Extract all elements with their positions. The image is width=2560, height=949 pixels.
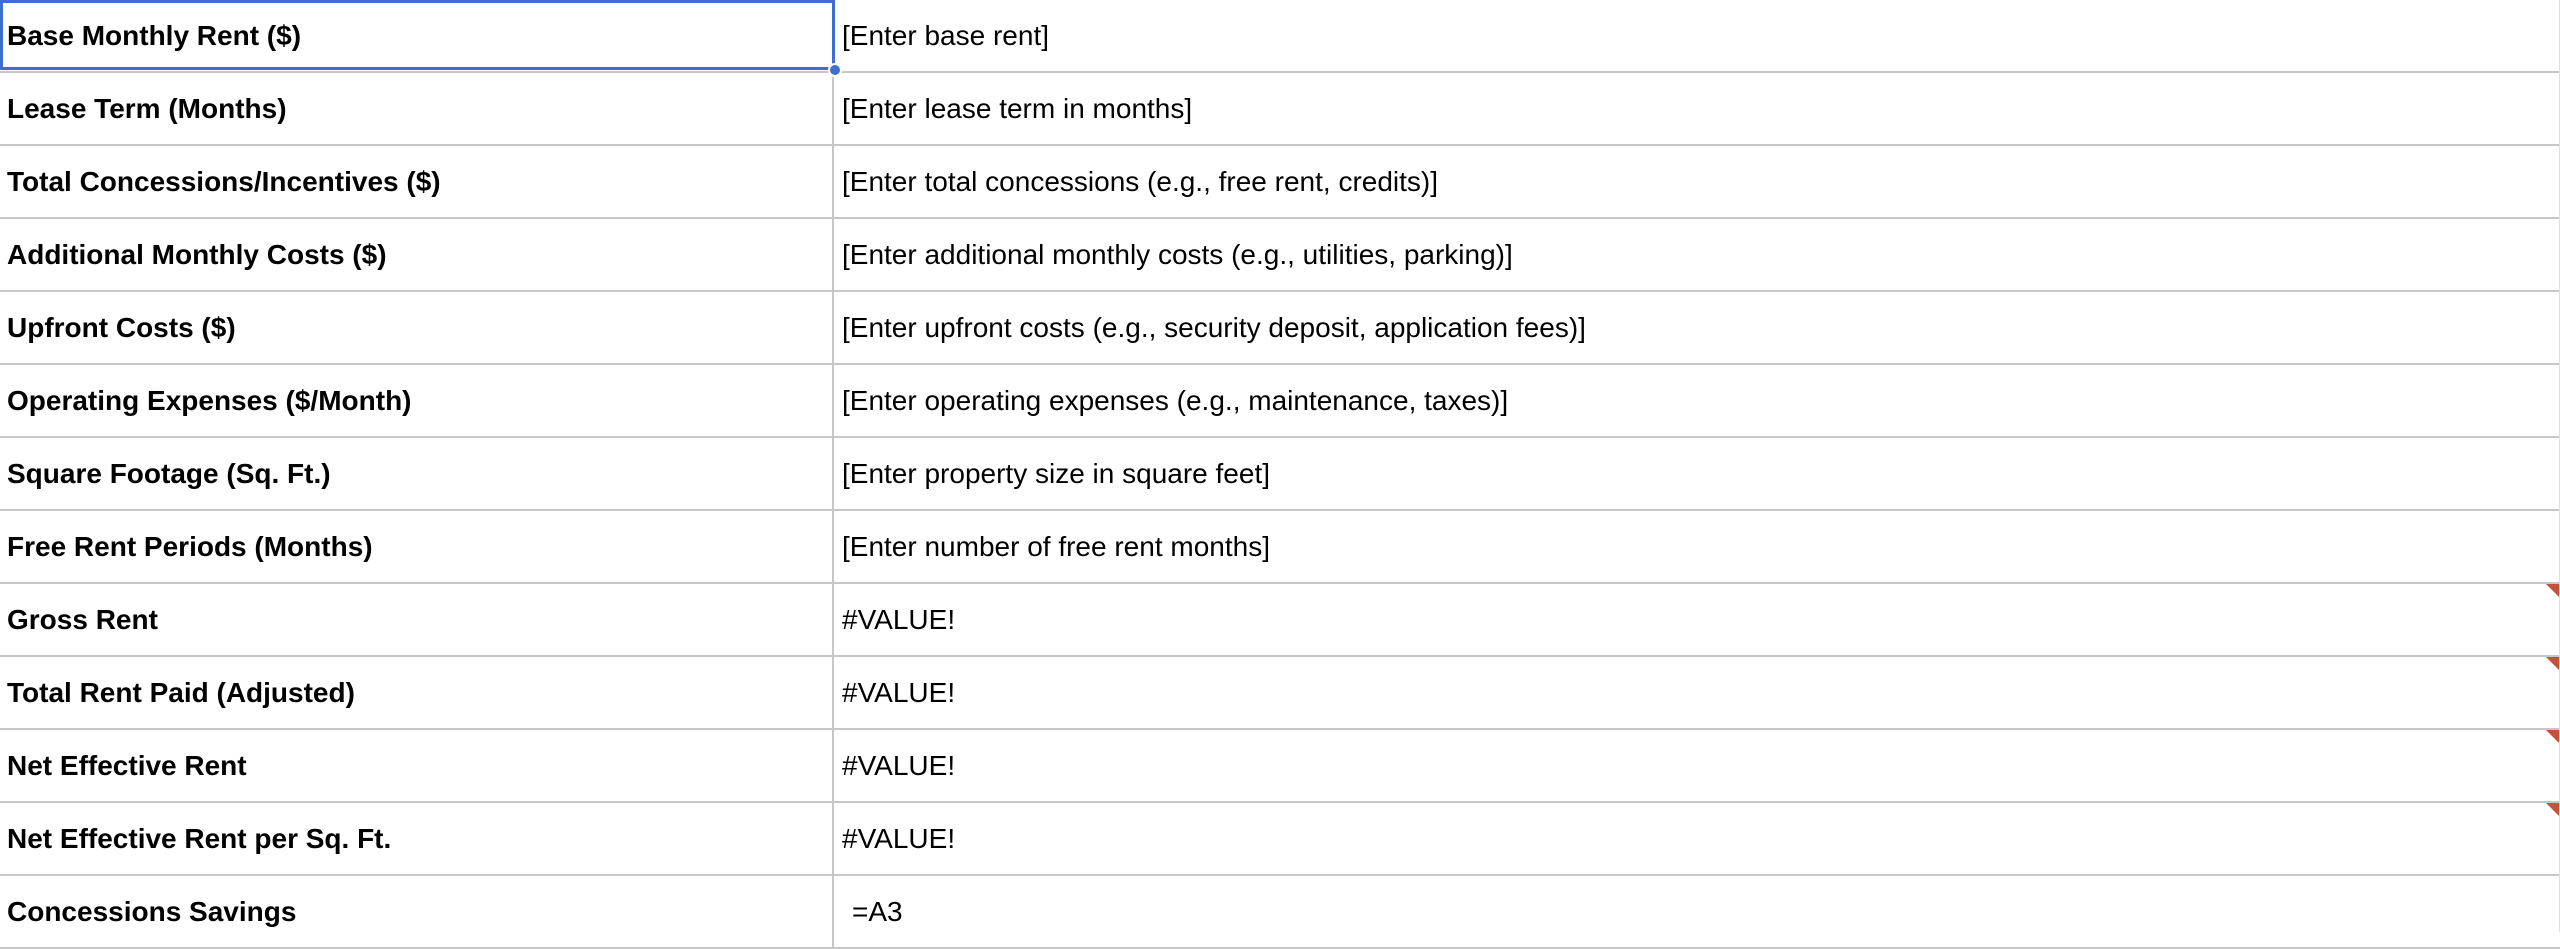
row-12 [0,803,2560,876]
cell-B4[interactable]: [Enter additional monthly costs (e.g., utilities, parking)] [842,238,1513,270]
cell-A8[interactable]: Free Rent Periods (Months) [0,511,834,582]
cell-A13[interactable]: Concessions Savings [0,876,834,947]
cell-B7[interactable]: [Enter property size in square feet] [842,457,1270,489]
error-value: #VALUE! [842,603,956,635]
cell-B12[interactable] [834,803,2560,874]
error-triangle-icon[interactable] [2546,803,2560,817]
cell-A1[interactable]: Base Monthly Rent ($) [0,0,834,71]
cell-B9[interactable] [834,584,2560,655]
cell-B6[interactable]: [Enter operating expenses (e.g., maintenance, taxes)] [842,384,1509,416]
row-7 [0,438,2560,511]
error-value: #VALUE! [842,822,956,854]
row-5 [0,292,2560,365]
cell-A9[interactable]: Gross Rent [0,584,834,655]
row-4 [0,219,2560,292]
row-11 [0,730,2560,803]
cell-A6[interactable]: Operating Expenses ($/Month) [0,365,834,436]
row-9 [0,584,2560,657]
cell-A2[interactable]: Lease Term (Months) [0,73,834,144]
fill-handle-dot[interactable] [828,63,842,77]
cell-B2[interactable]: [Enter lease term in months] [842,92,1193,124]
cell-A5[interactable]: Upfront Costs ($) [0,292,834,363]
cell-A3[interactable]: Total Concessions/Incentives ($) [0,146,834,217]
cell-B5[interactable]: [Enter upfront costs (e.g., security deposit, application fees)] [842,311,1586,343]
row-2 [0,73,2560,146]
row-8 [0,511,2560,584]
cell-A7[interactable]: Square Footage (Sq. Ft.) [0,438,834,509]
error-value: #VALUE! [842,749,956,781]
error-triangle-icon[interactable] [2546,584,2560,598]
row-13 [0,876,2560,949]
cell-A10[interactable]: Total Rent Paid (Adjusted) [0,657,834,728]
error-triangle-icon[interactable] [2546,730,2560,744]
row-3 [0,146,2560,219]
cell-A12[interactable]: Net Effective Rent per Sq. Ft. [0,803,834,874]
error-value: #VALUE! [842,676,956,708]
cell-B8[interactable]: [Enter number of free rent months] [842,530,1270,562]
cell-B13[interactable]: =A3 [852,895,903,927]
cell-B1[interactable]: [Enter base rent] [842,19,1050,51]
cell-A4[interactable]: Additional Monthly Costs ($) [0,219,834,290]
cell-B11[interactable] [834,730,2560,801]
row-1 [0,0,2560,73]
row-6 [0,365,2560,438]
error-triangle-icon[interactable] [2546,657,2560,671]
row-10 [0,657,2560,730]
cell-B10[interactable] [834,657,2560,728]
cell-A11[interactable]: Net Effective Rent [0,730,834,801]
cell-B3[interactable]: [Enter total concessions (e.g., free rent, credits)] [842,165,1439,197]
